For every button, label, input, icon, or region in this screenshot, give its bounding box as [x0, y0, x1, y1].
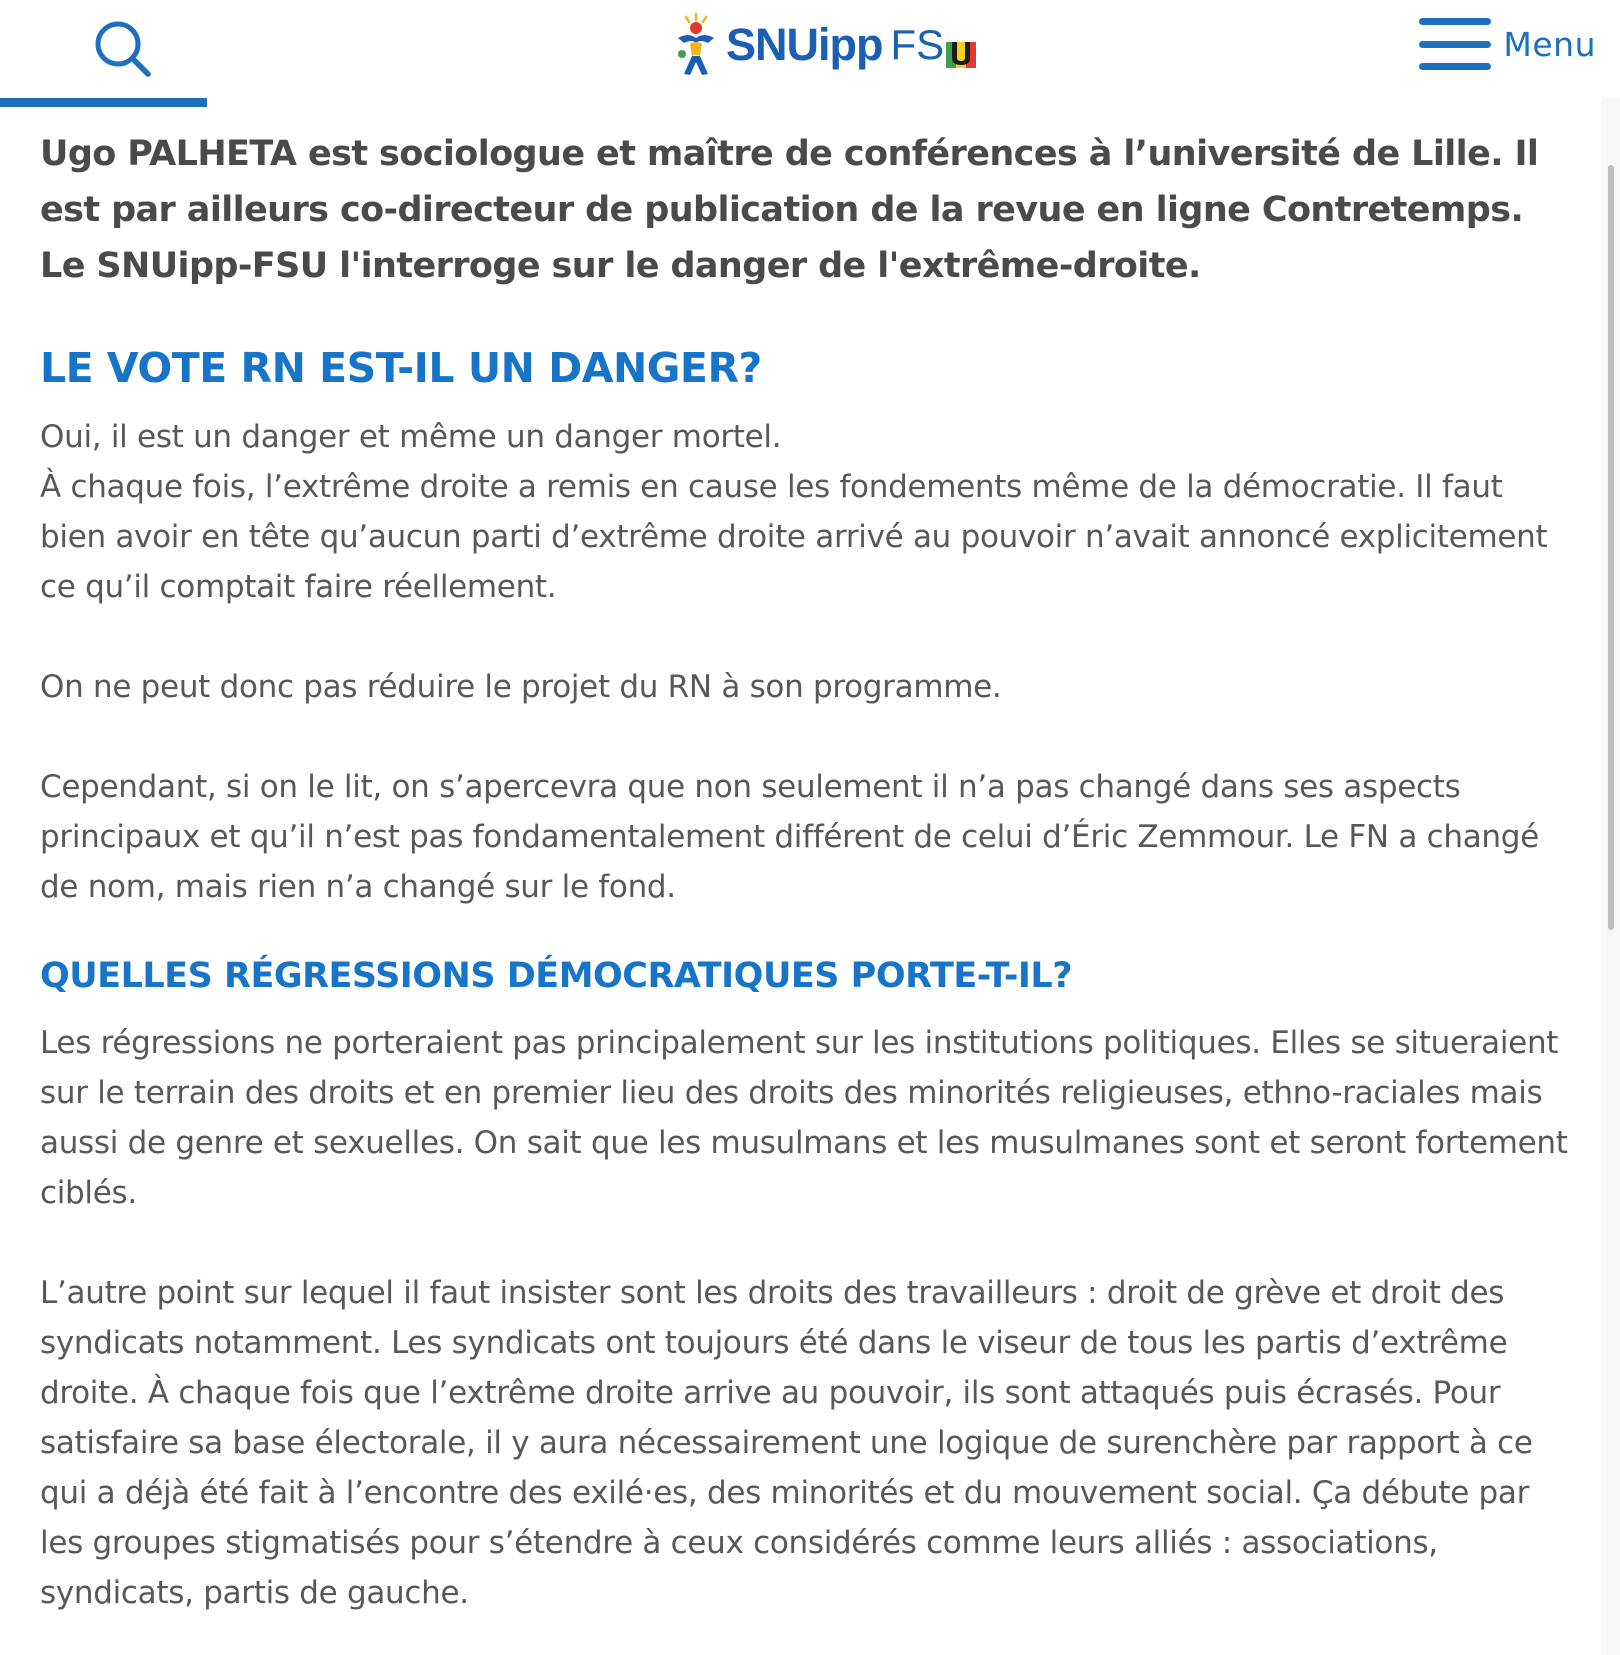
- logo-figure-icon: [674, 12, 718, 78]
- menu-button[interactable]: [1419, 16, 1596, 72]
- section-heading-regressions: QUELLES RÉGRESSIONS DÉMOCRATIQUES PORTE-T-IL?: [40, 956, 1072, 996]
- hamburger-menu-icon: [1419, 18, 1491, 70]
- active-tab-indicator: [0, 98, 207, 107]
- paragraph-programme-fn: Cependant, si on le lit, on s’apercevra que non seulement il n’a pas changé dans ses aspects principaux et qu’il n’est pas fondamentalement différent de celui d’Éric Zemmour. Le FN a changé de nom, mais rien n’a changé sur le fond.: [40, 769, 1539, 905]
- fsu-u-mark-icon: [946, 30, 976, 60]
- top-navigation-bar: [0, 0, 1620, 106]
- menu-label: Menu: [1503, 24, 1596, 64]
- paragraph-danger-mortel: Oui, il est un danger et même un danger mortel.: [40, 419, 782, 455]
- paragraph-droits-travailleurs: L’autre point sur lequel il faut insister sont les droits des travailleurs : droit de grève et droit des syndicats notamment. Les syndicats ont toujours été dans le viseur de tous les partis d’extrême droite. À chaque fois que l’extrême droite arrive au pouvoir, ils sont attaqués puis écrasés. Pour satisfaire sa base électorale, il y aura nécessairement une logique de surenchère par rapport à ce qui a déjà été fait à l’encontre des exilé·es, des minorités et du mouvement social. Ça débute par les groupes stigmatisés pour s’étendre à ceux considérés comme leurs alliés : associations, syndicats, partis de gauche.: [40, 1275, 1533, 1611]
- snuipp-fsu-logo[interactable]: [674, 10, 976, 80]
- section-heading-rn-danger: LE VOTE RN EST-IL UN DANGER?: [40, 344, 762, 392]
- article-content: [40, 126, 1570, 1618]
- paragraph-projet-rn: On ne peut donc pas réduire le projet du RN à son programme.: [40, 669, 1002, 705]
- scrollbar-thumb[interactable]: [1608, 165, 1614, 930]
- search-button[interactable]: [88, 14, 158, 84]
- logo-text: SNUipp: [726, 19, 883, 70]
- paragraph-fondements-democratie: À chaque fois, l’extrême droite a remis en cause les fondements même de la démocratie. Il faut bien avoir en tête qu’aucun parti d’extrême droite arrivé au pouvoir n’avait annoncé explicitement ce qu’il comptait faire réellement.: [40, 469, 1548, 605]
- logo-suffix: FS: [890, 21, 945, 68]
- logo-fsu: [891, 21, 977, 69]
- paragraph-regressions-droits: Les régressions ne porteraient pas principalement sur les institutions politiques. Elles se situeraient sur le terrain des droits et en premier lieu des droits des minorités religieuses, ethno-raciales mais aussi de genre et sexuelles. On sait que les musulmans et les musulmanes sont et seront fortement ciblés.: [40, 1025, 1568, 1211]
- article-lead: Ugo PALHETA est sociologue et maître de conférences à l’université de Lille. Il est par ailleurs co-directeur de publication de la revue en ligne Contretemps. Le SNUipp-FSU l'interroge sur le danger de l'extrême-droite.: [40, 134, 1539, 286]
- search-icon: [88, 14, 158, 84]
